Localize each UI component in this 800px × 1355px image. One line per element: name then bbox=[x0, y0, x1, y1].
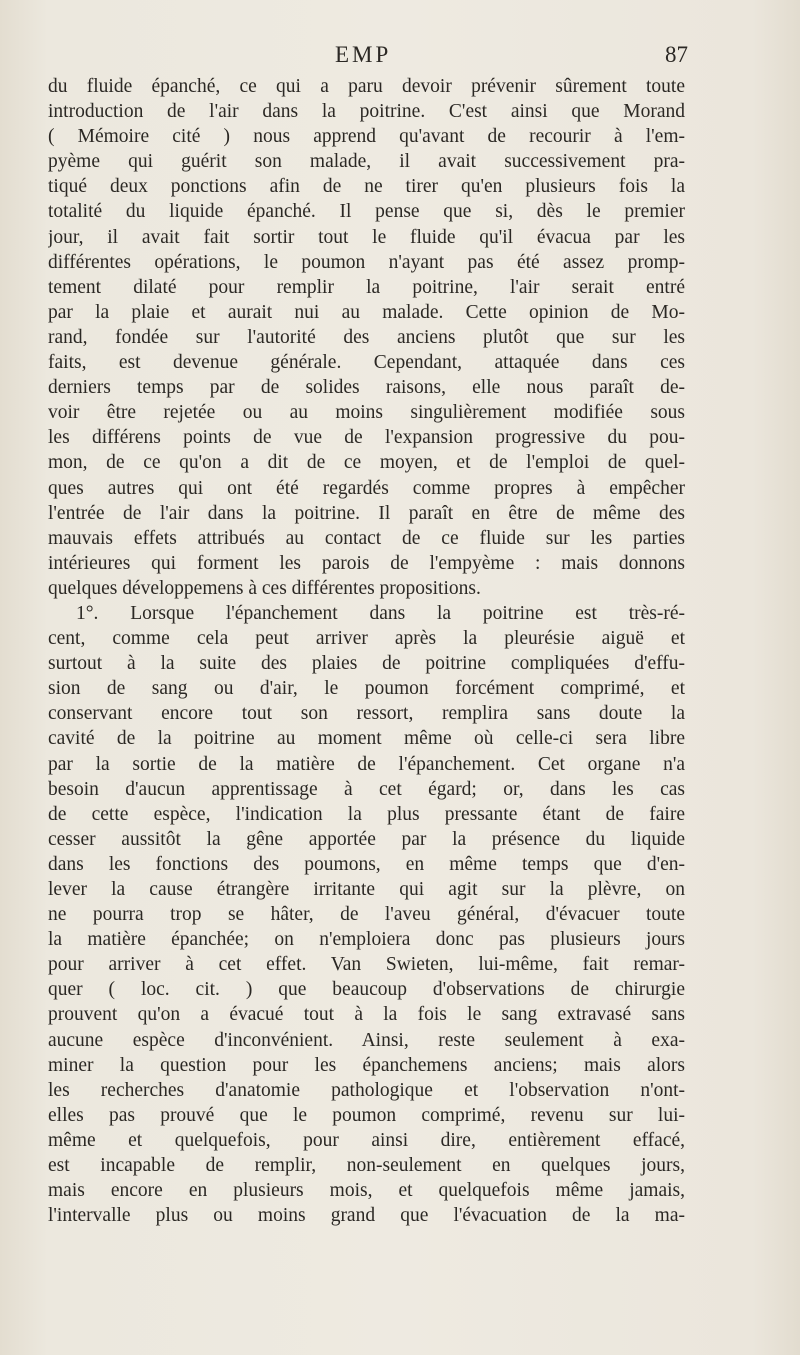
text-line: différentes opérations, le poumon n'ayant pas été assez promp- bbox=[48, 251, 685, 273]
text-line: ne pourra trop se hâter, de l'aveu général, d'évacuer toute bbox=[48, 904, 685, 926]
text-line: ( Mémoire cité ) nous apprend qu'avant de recourir à l'em- bbox=[48, 126, 685, 148]
text-line: les recherches d'anatomie pathologique et l'observation n'ont- bbox=[48, 1079, 685, 1101]
text-line: totalité du liquide épanché. Il pense que si, dès le premier bbox=[48, 201, 685, 223]
text-line: tement dilaté pour remplir la poitrine, l'air serait entré bbox=[48, 276, 685, 298]
text-line: voir être rejetée ou au moins singulièrement modifiée sous bbox=[48, 402, 685, 424]
text-line: sion de sang ou d'air, le poumon forcément comprimé, et bbox=[48, 678, 685, 700]
text-line: l'entrée de l'air dans la poitrine. Il paraît en être de même des bbox=[48, 502, 685, 524]
paragraph-start-line: 1°. Lorsque l'épanchement dans la poitrine est très-ré- bbox=[76, 602, 685, 624]
text-line: la matière épanchée; on n'emploiera donc pas plusieurs jours bbox=[48, 929, 685, 951]
text-line: mon, de ce qu'on a dit de ce moyen, et de l'emploi de quel- bbox=[48, 452, 685, 474]
text-line: conservant encore tout son ressort, remplira sans doute la bbox=[48, 703, 685, 725]
text-line: mais encore en plusieurs mois, et quelquefois même jamais, bbox=[48, 1180, 685, 1202]
running-head: EMP bbox=[335, 42, 392, 67]
text-line: du fluide épanché, ce qui a paru devoir prévenir sûrement toute bbox=[48, 76, 685, 97]
text-line: surtout à la suite des plaies de poitrine compliquées d'effu- bbox=[48, 653, 685, 675]
text-line: cent, comme cela peut arriver après la pleurésie aiguë et bbox=[48, 628, 685, 650]
text-line: cavité de la poitrine au moment même où celle-ci sera libre bbox=[48, 728, 685, 750]
body-text bbox=[48, 74, 685, 1228]
text-line: faits, est devenue générale. Cependant, attaquée dans ces bbox=[48, 352, 685, 374]
text-line: besoin d'aucun apprentissage à cet égard; or, dans les cas bbox=[48, 778, 685, 800]
text-line: lever la cause étrangère irritante qui agit sur la plèvre, on bbox=[48, 879, 685, 900]
text-line: ques autres qui ont été regardés comme propres à empêcher bbox=[48, 477, 685, 499]
text-line: mauvais effets attribués au contact de ce fluide sur les parties bbox=[48, 527, 685, 549]
text-line: l'intervalle plus ou moins grand que l'évacuation de la ma- bbox=[48, 1205, 685, 1227]
text-line: miner la question pour les épanchemens anciens; mais alors bbox=[48, 1054, 685, 1076]
page-header bbox=[0, 42, 800, 76]
text-line: quer ( loc. cit. ) que beaucoup d'observations de chirurgie bbox=[48, 979, 685, 1001]
text-line: elles pas prouvé que le poumon comprimé, revenu sur lui- bbox=[48, 1104, 685, 1126]
paragraph-end-line: quelques développemens à ces différentes propositions. bbox=[48, 577, 481, 599]
text-line: derniers temps par de solides raisons, elle nous paraît de- bbox=[48, 377, 685, 399]
text-line: de cette espèce, l'indication la plus pressante étant de faire bbox=[48, 803, 685, 825]
page-number: 87 bbox=[665, 42, 688, 67]
text-line: dans les fonctions des poumons, en même temps que d'en- bbox=[48, 853, 685, 875]
text-line: est incapable de remplir, non-seulement en quelques jours, bbox=[48, 1155, 685, 1177]
text-line: pyème qui guérit son malade, il avait successivement pra- bbox=[48, 151, 685, 173]
text-line: pour arriver à cet effet. Van Swieten, lui-même, fait remar- bbox=[48, 954, 685, 976]
text-line: rand, fondée sur l'autorité des anciens plutôt que sur les bbox=[48, 326, 685, 348]
text-line: par la sortie de la matière de l'épanchement. Cet organe n'a bbox=[48, 753, 685, 775]
text-line: les différens points de vue de l'expansion progressive du pou- bbox=[48, 427, 685, 449]
text-line: aucune espèce d'inconvénient. Ainsi, reste seulement à exa- bbox=[48, 1029, 685, 1051]
text-line: jour, il avait fait sortir tout le fluide qu'il évacua par les bbox=[48, 226, 685, 248]
text-line: par la plaie et aurait nui au malade. Cette opinion de Mo- bbox=[48, 301, 685, 323]
text-line: introduction de l'air dans la poitrine. C'est ainsi que Morand bbox=[48, 101, 685, 123]
text-line: tiqué deux ponctions afin de ne tirer qu'en plusieurs fois la bbox=[48, 176, 685, 198]
text-line: même et quelquefois, pour ainsi dire, entièrement effacé, bbox=[48, 1129, 685, 1151]
text-line: intérieures qui forment les parois de l'empyème : mais donnons bbox=[48, 552, 685, 574]
text-line: prouvent qu'on a évacué tout à la fois le sang extravasé sans bbox=[48, 1004, 685, 1026]
text-line: cesser aussitôt la gêne apportée par la présence du liquide bbox=[48, 828, 685, 850]
